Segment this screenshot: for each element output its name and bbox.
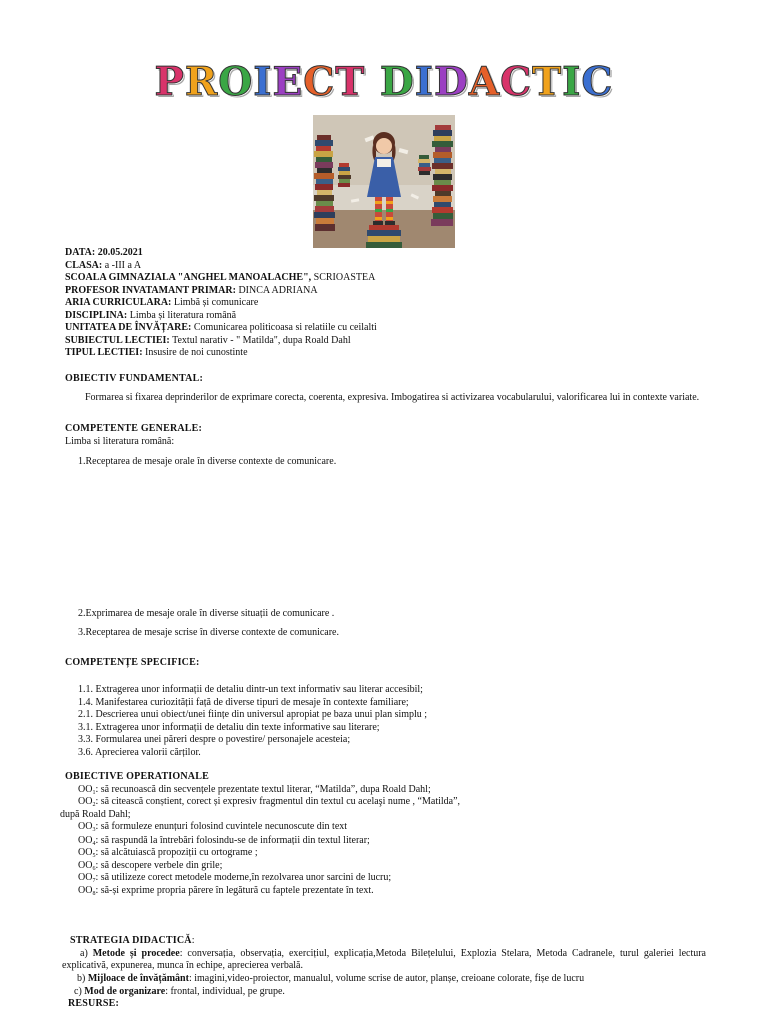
title-letter: P — [154, 59, 185, 105]
title-letter: R — [184, 59, 219, 105]
operational-objective-7: $OO_7$: să utilizeze corect metodele moderne,în rezolvarea unor sarcini de lucru; — [78, 872, 392, 884]
operational-objective-1: $OO_1$: să recunoască din secvențele prezentate textul literar, “Matilda”, dupa Roald Dahl; — [78, 783, 431, 796]
title-letter: C — [303, 59, 336, 105]
lesson-subject-line: SUBIECTUL LECTIEI: Textul narativ - " Matilda", dupa Roald Dahl — [65, 334, 351, 346]
title-letter: I — [414, 59, 434, 105]
general-competence-3: 3.Receptarea de mesaje scrise în diverse contexte de comunicare. — [78, 627, 339, 638]
title-letter: A — [468, 59, 501, 105]
title-letter — [365, 59, 380, 105]
title-letter: C — [500, 59, 533, 105]
title-letter: T — [532, 59, 563, 105]
operational-objectives-heading: OBIECTIVE OPERATIONALE — [65, 771, 209, 782]
fundamental-objective-heading: OBIECTIV FUNDAMENTAL: — [65, 373, 204, 384]
strategy-organization-mode: c) Mod de organizare: frontal, individual, pe grupe. — [74, 985, 285, 997]
operational-objective-8: $OO_8$: să-și exprime propria părere în legătură cu faptele prezentate în text. — [78, 884, 374, 897]
girl-reading-illustration-icon — [313, 115, 455, 248]
specific-competence-3-1: 3.1. Extragerea unor informații de detaliu din texte informative sau literare; — [78, 721, 380, 733]
title-letter: O — [218, 59, 254, 105]
title-letter: I — [562, 59, 582, 105]
learning-unit-line: UNITATEA DE ÎNVĂȚARE: Comunicarea politicoasa si relatiile cu ceilalti — [65, 322, 377, 333]
strategy-methods: a) Metode și procedee: conversația, observația, exercițiul, explicația,Metoda Bilețelului, Explozia Stelara, Metoda Cadranele, turul galeriei lectura explicativă, expunerea, munca în echipe, aprecierea verbală. — [62, 947, 706, 971]
general-competence-1: 1.Receptarea de mesaje orale în diverse contexte de comunicare. — [78, 456, 337, 467]
operational-objective-2: $OO_2$: să citească conștient, corect și expresiv fragmentul din textul cu acelaşi nume , “Matilda”, — [78, 796, 461, 808]
general-competence-2: 2.Exprimarea de mesaje orale în diverse situații de comunicare . — [78, 608, 335, 619]
title-letter: D — [379, 59, 415, 105]
title-letter: D — [433, 59, 469, 105]
title-letter: I — [253, 59, 273, 105]
specific-competence-3-3: 3.3. Formularea unei păreri despre o povestire/ personajele acesteia; — [78, 734, 351, 745]
strategy-teaching-aids: b) Mijloace de învățământ: imagini,video-proiector, manualul, volume scrise de autor, planșe, creioane colorate, fișe de lucru — [77, 973, 585, 984]
specific-competence-1-4: 1.4. Manifestarea curiozității față de diverse tipuri de mesaje în contexte familiare; — [78, 696, 409, 708]
page-title — [150, 56, 618, 108]
specific-competence-2-1: 2.1. Descrierea unui obiect/unei ființe din universul apropiat pe baza unui plan simplu ; — [78, 709, 428, 720]
general-competences-subtitle: Limba si literatura română: — [65, 435, 175, 447]
general-competences-heading: COMPETENTE GENERALE: — [65, 423, 203, 434]
specific-competence-3-6: 3.6. Aprecierea valorii cărților. — [78, 746, 201, 758]
resources-heading: RESURSE: — [68, 998, 120, 1009]
operational-objective-5: $OO_5$: să alcătuiască propoziții cu ortograme ; — [78, 847, 258, 859]
title-letter: E — [272, 59, 304, 105]
operational-objective-4: $OO_4$: să raspundă la întrebări folosindu-se de informații din textul literar; — [78, 834, 370, 847]
title-letter: C — [581, 59, 614, 105]
strategy-heading: STRATEGIA DIDACTICĂ: — [70, 935, 195, 946]
operational-objective-3: $OO_3$: să formuleze enunțuri folosind cuvintele necunoscute din text — [78, 821, 348, 833]
lesson-type-line: TIPUL LECTIEI: Insusire de noi cunostinte — [65, 347, 248, 358]
school-line: SCOALA GIMNAZIALA "ANGHEL MANOALACHE", SCRIOASTEA — [65, 272, 376, 283]
teacher-line: PROFESOR INVATAMANT PRIMAR: DINCA ADRIANA — [65, 284, 318, 296]
specific-competences-heading: COMPETENȚE SPECIFICE: — [65, 657, 200, 668]
class-line: CLASA: a -III a A — [65, 259, 142, 271]
operational-objective-6: $OO_6$: să descopere verbele din grile; — [78, 859, 223, 872]
title-letter: T — [335, 59, 366, 105]
specific-competence-1-1: 1.1. Extragerea unor informații de detaliu dintr-un text informativ sau literar accesibil; — [78, 684, 423, 695]
curricular-area-line: ARIA CURRICULARA: Limbă și comunicare — [65, 297, 259, 308]
date-line: DATA: 20.05.2021 — [65, 247, 143, 258]
fundamental-objective-text: Formarea si fixarea deprinderilor de exprimare corecta, coerenta, expresiva. Imbogatirea si activizarea vocabularului, valorificarea lui in contexte variate. — [85, 392, 700, 403]
operational-objective-2-continuation: după Roald Dahl; — [60, 808, 131, 820]
discipline-line: DISCIPLINA: Limba și literatura română — [65, 309, 237, 321]
